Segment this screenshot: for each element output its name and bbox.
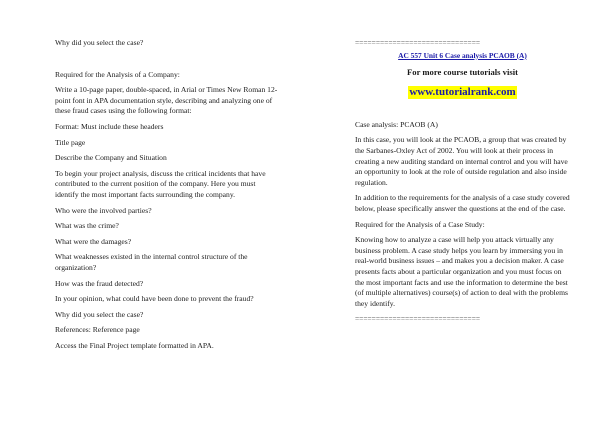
right-paragraph: Required for the Analysis of a Case Study: [355,219,485,229]
right-page [300,0,600,424]
left-line: What were the damages? [55,236,132,246]
left-line: Why did you select the case? [55,38,144,47]
right-paragraph: In this case, you will look at the PCAOB, a group that was created by the Sarbanes-Oxley Act of 2002. You will look at their process in creating a new auditing standard on internal control and you will have an opportunity to look at the role of outside regulation and also inside regulation. [355,135,568,187]
right-paragraph: Knowing how to analyze a case will help you attack virtually any business problem. A case study helps you learn by immersing you in real-world business issues – and makes you a decision maker. A case presents facts about a particular organization and you must focus on the most important facts and use the information to determine the best (of multiple alternatives) course(s) of action to deal with the problems they identify. [355,235,568,308]
separator-bottom: ============================== [355,314,481,324]
separator-top: ============================== [355,38,481,47]
left-line: Who were the involved parties? [55,205,152,215]
website-wrap [355,82,570,100]
left-line: What weaknesses existed in the internal control structure of the organization? [55,252,248,272]
left-line: Access the Final Project template formatted in APA. [55,340,214,350]
left-line: Required for the Analysis of a Company: [55,69,180,79]
left-line: Why did you select the case? [55,309,144,319]
title-link[interactable]: AC 557 Unit 6 Case analysis PCAOB (A) [398,50,527,60]
left-line: To begin your project analysis, discuss the critical incidents that have contributed to the current position of the company. Here you must identify the most important facts surrounding the company. [55,168,266,199]
right-paragraph: In addition to the requirements for the analysis of a case study covered below, please specifically answer the questions at the end of the case. [355,193,570,213]
tutorials-heading: For more course tutorials visit [407,67,518,78]
left-line: References: Reference page [55,325,140,335]
left-line: Format: Must include these headers [55,121,164,131]
left-line: Describe the Company and Situation [55,153,167,163]
left-line: How was the fraud detected? [55,278,144,288]
left-line: Write a 10-page paper, double-spaced, in Arial or Times New Roman 12-point font in APA documentation style, describing and analyzing one of these fraud cases using the following format: [55,85,278,116]
left-line: Title page [55,137,86,147]
right-paragraph: Case analysis: PCAOB (A) [355,119,438,129]
left-line: What was the crime? [55,221,119,231]
left-line: In your opinion, what could have been done to prevent the fraud? [55,294,254,304]
website-link[interactable]: www.tutorialrank.com [409,85,516,98]
